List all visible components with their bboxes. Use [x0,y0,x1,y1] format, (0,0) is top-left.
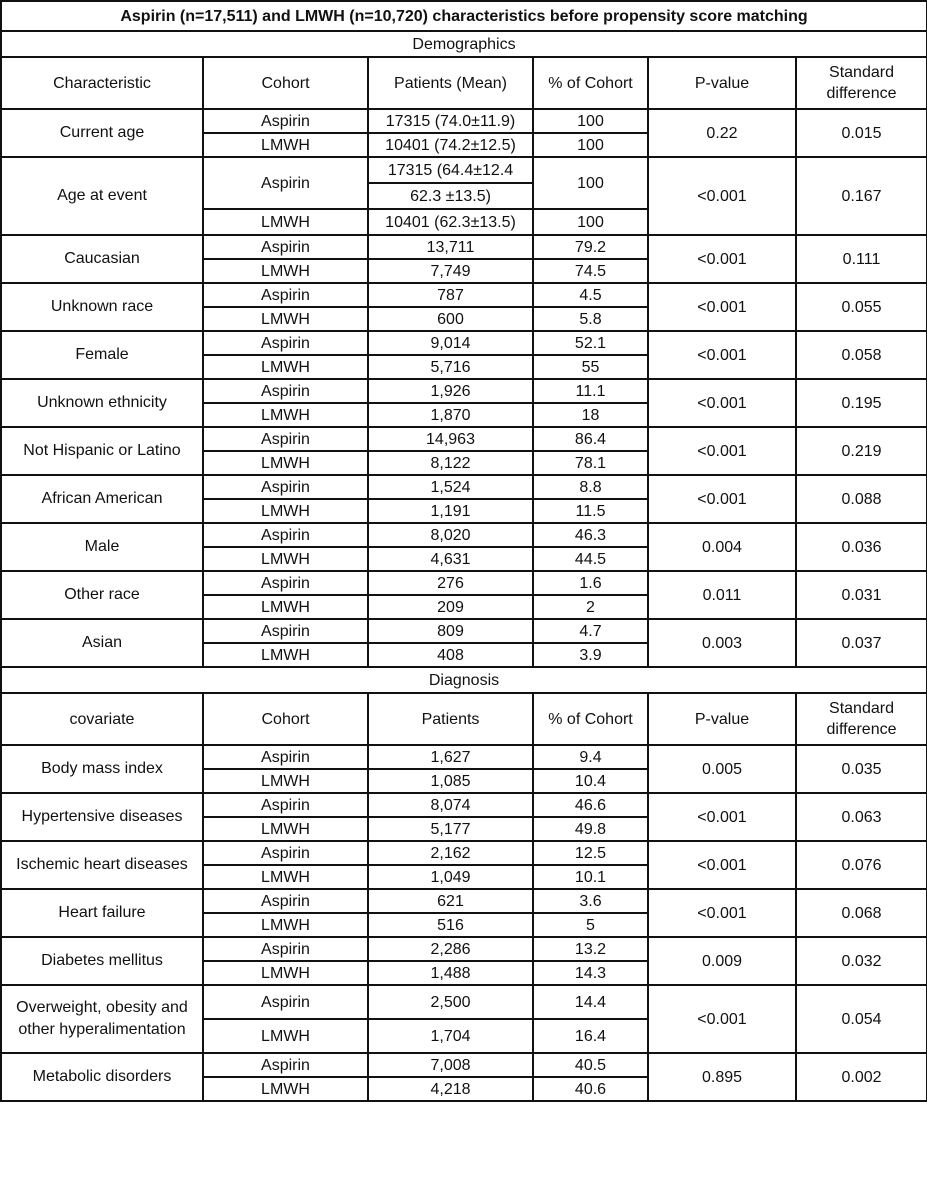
patients-cell: 1,524 [368,475,533,499]
cohort-cell: LMWH [203,403,368,427]
std-diff-cell: 0.219 [796,427,927,475]
cohort-cell: Aspirin [203,379,368,403]
cohort-cell: Aspirin [203,1053,368,1077]
patients-cell: 7,008 [368,1053,533,1077]
std-diff-cell: 0.015 [796,109,927,157]
pct-cell: 3.6 [533,889,648,913]
table-row [1,889,927,913]
std-diff-cell: 0.002 [796,1053,927,1101]
std-diff-cell: 0.054 [796,985,927,1053]
std-diff-cell: 0.167 [796,157,927,235]
patients-cell: 14,963 [368,427,533,451]
std-diff-cell: 0.111 [796,235,927,283]
row-label: Body mass index [1,745,203,793]
pct-cell: 4.5 [533,283,648,307]
cohort-cell: Aspirin [203,157,368,209]
patients-cell: 408 [368,643,533,667]
table-row [1,157,927,183]
std-diff-cell: 0.063 [796,793,927,841]
cohort-cell: Aspirin [203,745,368,769]
patients-cell: 4,218 [368,1077,533,1101]
cohort-cell: LMWH [203,817,368,841]
header-row [1,57,927,109]
table-row [1,985,927,1019]
patients-cell: 1,085 [368,769,533,793]
cohort-cell: LMWH [203,499,368,523]
pct-cell: 79.2 [533,235,648,259]
header-characteristic: covariate [1,693,203,745]
header-patients: Patients (Mean) [368,57,533,109]
cohort-cell: Aspirin [203,283,368,307]
section-row [1,667,927,693]
cohort-cell: LMWH [203,1077,368,1101]
table-row [1,523,927,547]
table-row [1,745,927,769]
cohort-cell: Aspirin [203,523,368,547]
patients-cell: 621 [368,889,533,913]
patients-cell: 1,049 [368,865,533,889]
p-value-cell: 0.009 [648,937,796,985]
std-diff-cell: 0.031 [796,571,927,619]
patients-cell: 17315 (64.4±12.4 [368,157,533,183]
patients-cell: 516 [368,913,533,937]
cohort-cell: LMWH [203,769,368,793]
table-row [1,475,927,499]
patients-cell: 5,716 [368,355,533,379]
p-value-cell: <0.001 [648,157,796,235]
patients-cell: 1,870 [368,403,533,427]
table-row [1,619,927,643]
pct-cell: 40.6 [533,1077,648,1101]
cohort-cell: Aspirin [203,475,368,499]
row-label: Other race [1,571,203,619]
std-diff-cell: 0.088 [796,475,927,523]
header-row [1,693,927,745]
cohort-cell: LMWH [203,209,368,235]
p-value-cell: 0.011 [648,571,796,619]
row-label: Caucasian [1,235,203,283]
table-row [1,235,927,259]
pct-cell: 55 [533,355,648,379]
p-value-cell: 0.895 [648,1053,796,1101]
p-value-cell: <0.001 [648,889,796,937]
row-label: Male [1,523,203,571]
header-std-diff: Standard difference [796,693,927,745]
pct-cell: 5 [533,913,648,937]
row-label: Overweight, obesity and other hyperalimentation [1,985,203,1053]
p-value-cell: <0.001 [648,985,796,1053]
patients-cell: 276 [368,571,533,595]
pct-cell: 100 [533,157,648,209]
pct-cell: 10.4 [533,769,648,793]
pct-cell: 16.4 [533,1019,648,1053]
header-pct-cohort: % of Cohort [533,57,648,109]
patients-cell: 1,488 [368,961,533,985]
pct-cell: 52.1 [533,331,648,355]
row-label: Ischemic heart diseases [1,841,203,889]
std-diff-cell: 0.037 [796,619,927,667]
pct-cell: 3.9 [533,643,648,667]
p-value-cell: 0.004 [648,523,796,571]
pct-cell: 74.5 [533,259,648,283]
table-title: Aspirin (n=17,511) and LMWH (n=10,720) characteristics before propensity score matching [1,1,927,31]
p-value-cell: <0.001 [648,379,796,427]
row-label: Asian [1,619,203,667]
row-label: Unknown race [1,283,203,331]
std-diff-cell: 0.035 [796,745,927,793]
cohort-cell: LMWH [203,307,368,331]
cohort-cell: LMWH [203,1019,368,1053]
header-characteristic: Characteristic [1,57,203,109]
patients-cell: 10401 (62.3±13.5) [368,209,533,235]
p-value-cell: <0.001 [648,235,796,283]
pct-cell: 14.3 [533,961,648,985]
row-label: Age at event [1,157,203,235]
std-diff-cell: 0.068 [796,889,927,937]
pct-cell: 11.1 [533,379,648,403]
row-label: African American [1,475,203,523]
cohort-cell: Aspirin [203,985,368,1019]
std-diff-cell: 0.195 [796,379,927,427]
cohort-cell: Aspirin [203,235,368,259]
pct-cell: 9.4 [533,745,648,769]
pct-cell: 78.1 [533,451,648,475]
pct-cell: 12.5 [533,841,648,865]
p-value-cell: <0.001 [648,793,796,841]
cohort-cell: Aspirin [203,619,368,643]
pct-cell: 100 [533,209,648,235]
cohort-cell: Aspirin [203,331,368,355]
cohort-cell: LMWH [203,259,368,283]
table-row [1,109,927,133]
cohort-cell: LMWH [203,547,368,571]
header-cohort: Cohort [203,57,368,109]
table-row [1,331,927,355]
cohort-cell: LMWH [203,451,368,475]
p-value-cell: 0.005 [648,745,796,793]
patients-cell: 2,286 [368,937,533,961]
table-row [1,283,927,307]
p-value-cell: 0.003 [648,619,796,667]
patients-cell: 7,749 [368,259,533,283]
cohort-cell: LMWH [203,913,368,937]
std-diff-cell: 0.036 [796,523,927,571]
pct-cell: 11.5 [533,499,648,523]
pct-cell: 46.6 [533,793,648,817]
patients-cell: 13,711 [368,235,533,259]
cohort-cell: LMWH [203,643,368,667]
std-diff-cell: 0.032 [796,937,927,985]
patients-cell: 8,074 [368,793,533,817]
cohort-cell: LMWH [203,595,368,619]
pct-cell: 5.8 [533,307,648,331]
section-row [1,31,927,57]
pct-cell: 8.8 [533,475,648,499]
pct-cell: 49.8 [533,817,648,841]
header-patients: Patients [368,693,533,745]
patients-cell: 1,704 [368,1019,533,1053]
row-label: Unknown ethnicity [1,379,203,427]
table-row [1,427,927,451]
cohort-cell: LMWH [203,961,368,985]
table-row [1,841,927,865]
patients-cell: 2,162 [368,841,533,865]
pct-cell: 10.1 [533,865,648,889]
std-diff-cell: 0.076 [796,841,927,889]
table-row [1,379,927,403]
table-row [1,937,927,961]
header-p-value: P-value [648,57,796,109]
patients-cell: 809 [368,619,533,643]
pct-cell: 40.5 [533,1053,648,1077]
row-label: Heart failure [1,889,203,937]
cohort-cell: Aspirin [203,793,368,817]
p-value-cell: <0.001 [648,841,796,889]
cohort-cell: LMWH [203,133,368,157]
section-title: Diagnosis [1,667,927,693]
patients-cell: 1,926 [368,379,533,403]
p-value-cell: <0.001 [648,283,796,331]
header-pct-cohort: % of Cohort [533,693,648,745]
row-label: Metabolic disorders [1,1053,203,1101]
cohort-cell: Aspirin [203,427,368,451]
pct-cell: 1.6 [533,571,648,595]
cohort-cell: LMWH [203,865,368,889]
pct-cell: 46.3 [533,523,648,547]
std-diff-cell: 0.055 [796,283,927,331]
patients-cell: 2,500 [368,985,533,1019]
cohort-cell: Aspirin [203,571,368,595]
row-label: Diabetes mellitus [1,937,203,985]
cohort-cell: Aspirin [203,937,368,961]
patients-cell: 10401 (74.2±12.5) [368,133,533,157]
patients-cell: 600 [368,307,533,331]
row-label: Hypertensive diseases [1,793,203,841]
p-value-cell: <0.001 [648,331,796,379]
section-title: Demographics [1,31,927,57]
patients-cell: 5,177 [368,817,533,841]
row-label: Not Hispanic or Latino [1,427,203,475]
header-std-diff: Standard difference [796,57,927,109]
header-p-value: P-value [648,693,796,745]
p-value-cell: 0.22 [648,109,796,157]
patients-cell: 62.3 ±13.5) [368,183,533,209]
patients-cell: 8,020 [368,523,533,547]
patients-cell: 787 [368,283,533,307]
patients-cell: 1,627 [368,745,533,769]
patients-cell: 1,191 [368,499,533,523]
table-row [1,571,927,595]
p-value-cell: <0.001 [648,475,796,523]
row-label: Female [1,331,203,379]
std-diff-cell: 0.058 [796,331,927,379]
pct-cell: 14.4 [533,985,648,1019]
pct-cell: 2 [533,595,648,619]
pct-cell: 44.5 [533,547,648,571]
pct-cell: 18 [533,403,648,427]
table-row [1,793,927,817]
patients-cell: 4,631 [368,547,533,571]
patients-cell: 17315 (74.0±11.9) [368,109,533,133]
pct-cell: 13.2 [533,937,648,961]
cohort-cell: Aspirin [203,109,368,133]
patients-cell: 8,122 [368,451,533,475]
cohort-cell: Aspirin [203,841,368,865]
pct-cell: 100 [533,109,648,133]
header-cohort: Cohort [203,693,368,745]
patients-cell: 209 [368,595,533,619]
cohort-cell: Aspirin [203,889,368,913]
pct-cell: 4.7 [533,619,648,643]
row-label: Current age [1,109,203,157]
pct-cell: 100 [533,133,648,157]
p-value-cell: <0.001 [648,427,796,475]
table-row [1,1053,927,1077]
cohort-cell: LMWH [203,355,368,379]
pct-cell: 86.4 [533,427,648,451]
patients-cell: 9,014 [368,331,533,355]
